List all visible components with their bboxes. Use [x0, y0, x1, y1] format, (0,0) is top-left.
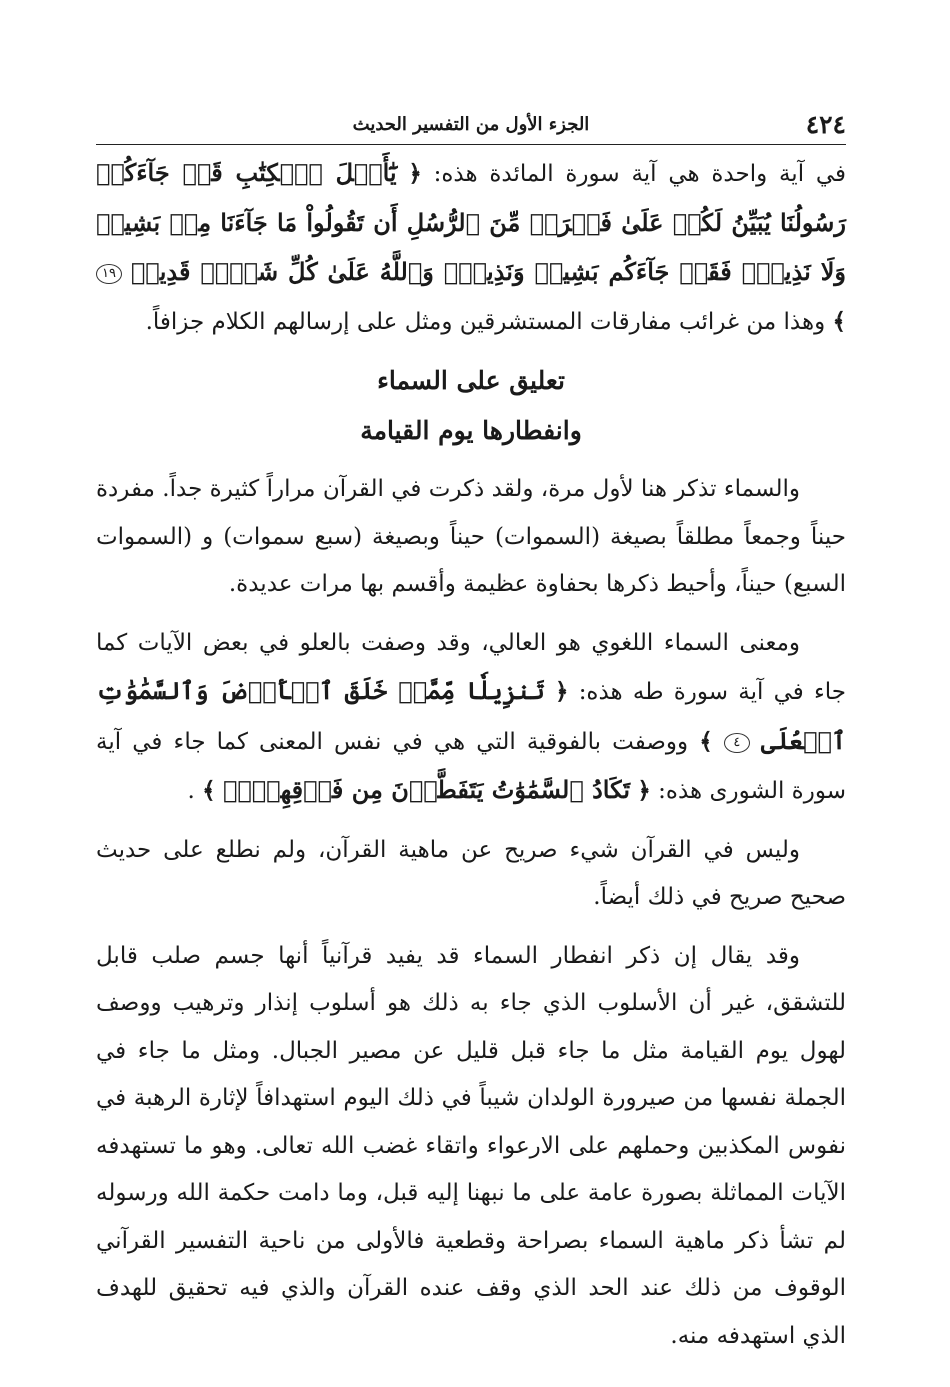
quran-verse-maidah: يَٰٓأَهۡلَ ٱلۡكِتَٰبِ قَدۡ جَآءَكُمۡ رَسُولُنَا يُبَيِّنُ لَكُمۡ عَلَىٰ فَتۡرَةٖ مِّنَ ٱلرُّسُلِ أَن تَقُولُواْ مَا جَآءَنَا مِنۢ بَشِيرٖ وَلَا نَذِيرٖۖ فَقَدۡ جَآءَكُم بَشِيرٞ وَنَذِيرٞۗ وَٱللَّهُ عَلَىٰ كُلِّ شَيۡءٖ قَدِيرٞ [96, 158, 846, 286]
para2-text-before: ومعنى السماء اللغوي هو العالي، وقد وصفت بالعلو في بعض الآيات كما جاء في آية سورة طه هذه: [96, 629, 847, 705]
para2-text-middle: ووصفت بالفوقية التي هي في نفس المعنى كما جاء في آية سورة الشورى هذه: [96, 728, 846, 804]
quran-close-brace: ﴾ [202, 777, 216, 804]
ayah-number-marker: ٤ [724, 733, 750, 753]
page-header [96, 104, 846, 145]
paragraph-sky-meaning [96, 620, 846, 816]
intro-paragraph [96, 149, 846, 346]
intro-text-before: في آية واحدة هي آية سورة المائدة هذه: [433, 161, 847, 187]
para2-text-end: . [187, 778, 195, 804]
quran-verse-shura: تَكَادُ ٱلسَّمَٰوَٰتُ يَتَفَطَّرۡنَ مِن فَوۡقِهِنَّۚ [222, 775, 631, 804]
book-page [96, 104, 846, 1360]
quran-open-brace: ﴿ [408, 160, 422, 187]
section-title-line-2: وانفطارها يوم القيامة [360, 416, 582, 445]
quran-open-brace: ﴿ [554, 678, 569, 705]
paragraph-no-explicit-text: وليس في القرآن شيء صريح عن ماهية القرآن، ولم نطلع على حديث صحيح صريح في ذلك أيضاً. [96, 836, 846, 910]
ayah-number-marker: ١٩ [96, 264, 122, 284]
quran-close-brace: ﴾ [832, 307, 846, 335]
running-title: الجزء الأول من التفسير الحديث [352, 114, 590, 135]
paragraph-sky-splitting: وقد يقال إن ذكر انفطار السماء قد يفيد قرآنياً أنها جسم صلب قابل للتشقق، غير أن الأسلوب الذي جاء به ذلك هو أسلوب إنذار وترهيب ووصف لهول يوم القيامة مثل ما جاء قبل قليل عن مصير الجبال. ومثل ما جاء في الجملة نفسها من صيرورة الولدان شيباً في ذلك اليوم استهدافاً لإثارة الرهبة في نفوس المكذبين وحملهم على الارعواء واتقاء غضب الله تعالى. وهو ما تستهدفه الآيات المماثلة بصورة عامة على ما نبهنا إليه قبل، وما دامت حكمة الله ورسوله لم تشأ ذكر ماهية السماء بصراحة وقطعية فالأولى من ناحية التفسير القرآني الوقوف من ذلك عند الحد الذي وقف عنده القرآن والذي فيه تحقيق للهدف الذي استهدفه منه. [96, 942, 846, 1349]
intro-text-after: وهذا من غرائب مفارقات المستشرقين ومثل على إرسالهم الكلام جزافاً. [145, 308, 826, 335]
quran-close-brace: ﴾ [699, 727, 713, 755]
quran-open-brace: ﴿ [637, 777, 651, 804]
section-title-line-1: تعليق على السماء [377, 366, 565, 395]
section-heading [96, 356, 846, 456]
page-number: ٤٢٤ [805, 110, 846, 139]
paragraph-sky-mentions: والسماء تذكر هنا لأول مرة، ولقد ذكرت في القرآن مراراً كثيرة جداً. مفردة حيناً وجمعاً مطلقاً بصيغة (السموات) حيناً وبصيغة (سبع سموات) و (السموات السبع) حيناً، وأحيط ذكرها بحفاوة عظيمة وأقسم بها مرات عديدة. [96, 476, 846, 597]
quran-verse-taha: تَنزِيلٗا مِّمَّنۡ خَلَقَ ٱلۡأَرۡضَ وَٱلسَّمَٰوَٰتِ ٱلۡعُلَى [96, 676, 847, 755]
